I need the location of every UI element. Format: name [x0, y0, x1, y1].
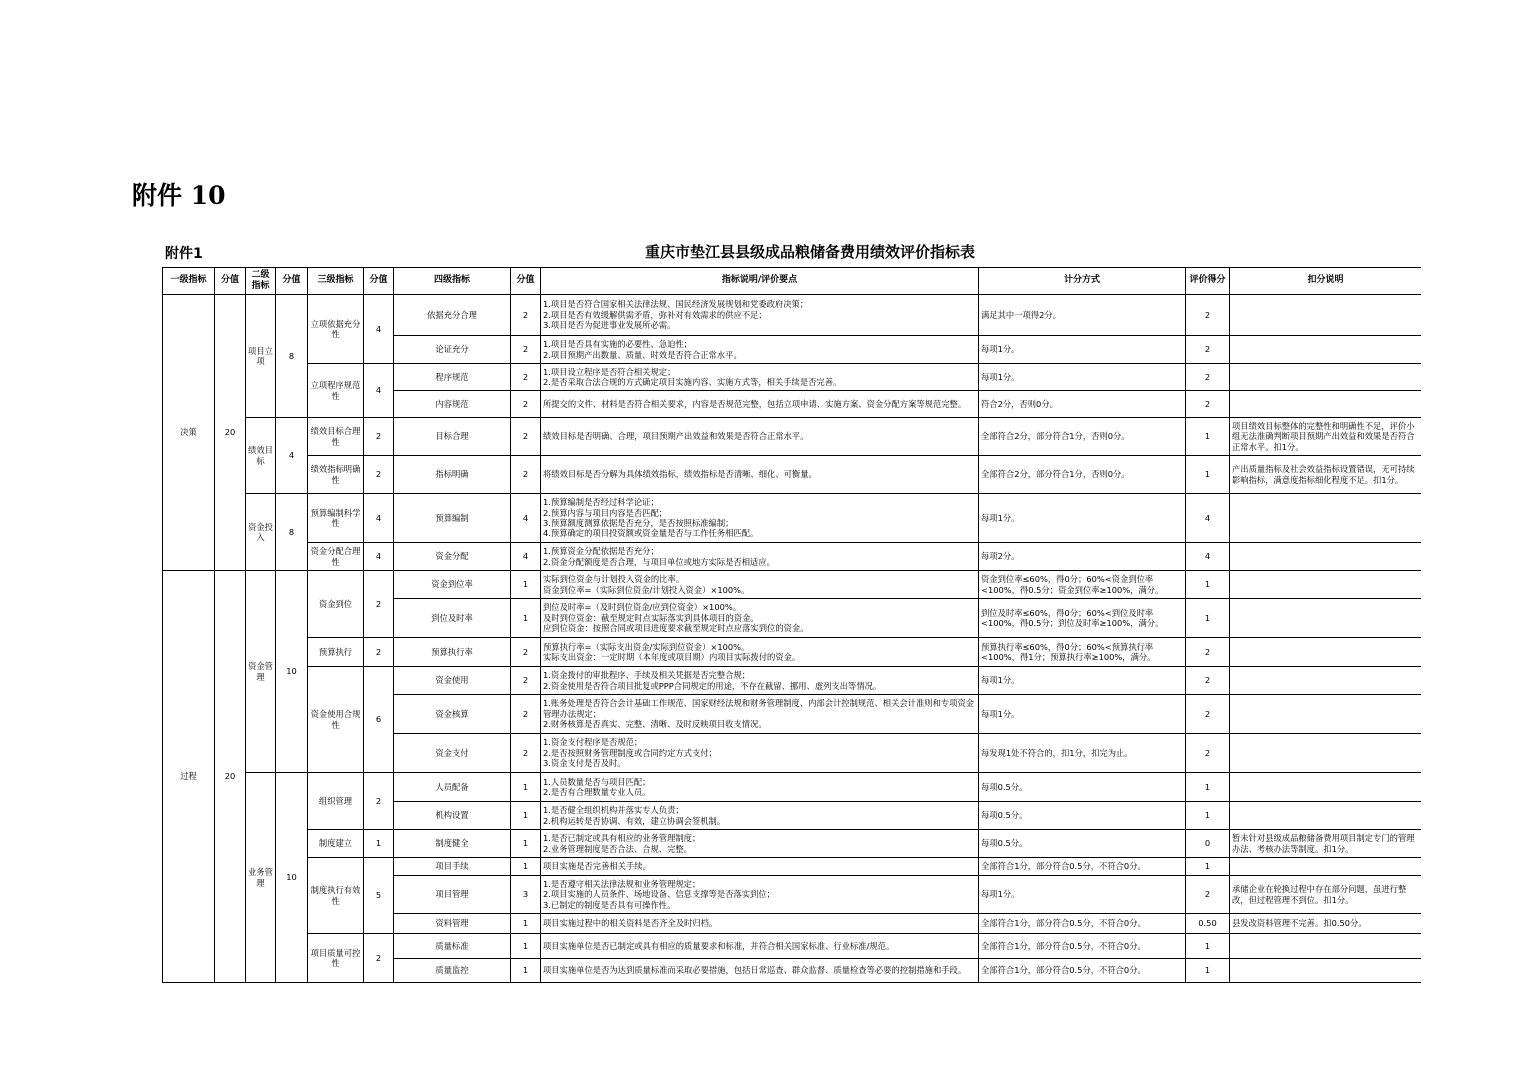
deduction-note-cell: 承储企业在轮换过程中存在部分问题，虽进行整改，但过程管理不到位。扣1分。 [1230, 876, 1422, 914]
level4-cell: 到位及时率 [394, 599, 511, 638]
level3-cell: 制度执行有效性 [308, 858, 364, 934]
level4-score-cell: 2 [511, 695, 541, 734]
level3-score-cell: 2 [364, 418, 394, 456]
evaluation-score-cell: 2 [1186, 667, 1230, 695]
deduction-note-cell: 暂未针对县级成品粮储备费用项目制定专门的管理办法、考核办法等制度。扣1分。 [1230, 830, 1422, 858]
level3-cell: 绩效目标合理性 [308, 418, 364, 456]
deduction-note-cell [1230, 959, 1422, 983]
deduction-note-cell [1230, 734, 1422, 773]
evaluation-score-cell: 1 [1186, 571, 1230, 599]
level4-cell: 资金分配 [394, 543, 511, 571]
level2-score-cell: 4 [276, 418, 308, 494]
scoring-method-cell: 每项1分。 [979, 494, 1186, 543]
level4-cell: 项目管理 [394, 876, 511, 914]
level3-cell: 立项程序规范性 [308, 364, 364, 418]
level4-score-cell: 2 [511, 295, 541, 336]
attachment-heading: 附件 10 [132, 181, 226, 210]
deduction-note-cell [1230, 336, 1422, 364]
deduction-note-cell: 产出质量指标及社会效益指标设置错误，无可持续影响指标，满意度指标细化程度不足。扣1分。 [1230, 456, 1422, 494]
table-row [163, 456, 1422, 494]
level2-cell: 项目立项 [246, 295, 276, 418]
level4-cell: 资金支付 [394, 734, 511, 773]
level3-score-cell: 1 [364, 830, 394, 858]
level4-cell: 内容规范 [394, 391, 511, 418]
deduction-note-cell: 项目绩效目标整体的完整性和明确性不足，评价小组无法准确判断项目预期产出效益和效果是否符合正常水平。扣1分。 [1230, 418, 1422, 456]
evaluation-score-cell: 2 [1186, 695, 1230, 734]
level4-score-cell: 1 [511, 934, 541, 959]
evaluation-score-cell: 2 [1186, 364, 1230, 391]
level1-score-cell: 20 [215, 295, 246, 571]
deduction-note-cell [1230, 858, 1422, 876]
scoring-method-cell: 每项1分。 [979, 667, 1186, 695]
level2-cell: 资金投入 [246, 494, 276, 571]
header-evaluation-score: 评价得分 [1186, 268, 1230, 295]
scoring-method-cell: 全部符合2分，部分符合1分，否则0分。 [979, 456, 1186, 494]
level3-cell: 资金分配合理性 [308, 543, 364, 571]
description-cell: 项目实施单位是否已制定或具有相应的质量要求和标准，并符合相关国家标准、行业标准/规范。 [541, 934, 979, 959]
table-row [163, 773, 1422, 802]
evaluation-score-cell: 2 [1186, 734, 1230, 773]
level4-cell: 质量标准 [394, 934, 511, 959]
sub-attachment-label: 附件1 [165, 246, 203, 262]
level4-score-cell: 2 [511, 336, 541, 364]
evaluation-score-cell: 4 [1186, 494, 1230, 543]
description-cell: 1.预算资金分配依据是否充分； 2.资金分配额度是否合理，与项目单位或地方实际是否相适应。 [541, 543, 979, 571]
evaluation-score-cell: 1 [1186, 858, 1230, 876]
evaluation-score-cell: 1 [1186, 456, 1230, 494]
evaluation-score-cell: 2 [1186, 876, 1230, 914]
level4-cell: 资金使用 [394, 667, 511, 695]
deduction-note-cell [1230, 391, 1422, 418]
deduction-note-cell [1230, 802, 1422, 830]
level4-score-cell: 2 [511, 734, 541, 773]
description-cell: 项目实施过程中的相关资料是否齐全及时归档。 [541, 914, 979, 934]
deduction-note-cell [1230, 638, 1422, 667]
scoring-method-cell: 每项1分。 [979, 364, 1186, 391]
table-row [163, 830, 1422, 858]
description-cell: 1.项目设立程序是否符合相关规定； 2.是否采取合法合规的方式确定项目实施内容、实施方式等，相关手续是否完善。 [541, 364, 979, 391]
scoring-method-cell: 每项2分。 [979, 543, 1186, 571]
description-cell: 1.是否遵守相关法律法规和业务管理规定； 2.项目实施的人员条件、场地设备、信息支撑等是否落实到位； 3.已制定的制度是否具有可操作性。 [541, 876, 979, 914]
description-cell: 预算执行率=（实际支出资金/实际到位资金）×100%。 实际支出资金：一定时期（本年度或项目期）内项目实际拨付的资金。 [541, 638, 979, 667]
indicator-table [162, 267, 1421, 983]
level2-score-cell: 10 [276, 773, 308, 983]
description-cell: 将绩效目标是否分解为具体绩效指标，绩效指标是否清晰、细化、可衡量。 [541, 456, 979, 494]
level4-score-cell: 1 [511, 599, 541, 638]
deduction-note-cell [1230, 773, 1422, 802]
scoring-method-cell: 资金到位率≤60%，得0分；60%<资金到位率<100%，得0.5分；资金到位率≥100%，满分。 [979, 571, 1186, 599]
level4-score-cell: 4 [511, 494, 541, 543]
level1-cell: 决策 [163, 295, 215, 571]
table-row [163, 638, 1422, 667]
table-row [163, 295, 1422, 336]
header-level4: 四级指标 [394, 268, 511, 295]
level2-score-cell: 10 [276, 571, 308, 773]
level4-score-cell: 2 [511, 391, 541, 418]
level4-score-cell: 2 [511, 364, 541, 391]
level3-score-cell: 2 [364, 638, 394, 667]
description-cell: 1.人员数量是否与项目匹配； 2.是否有合理数量专业人员。 [541, 773, 979, 802]
level4-cell: 资金到位率 [394, 571, 511, 599]
level4-cell: 项目手续 [394, 858, 511, 876]
evaluation-score-cell: 1 [1186, 959, 1230, 983]
description-cell: 实际到位资金与计划投入资金的比率。 资金到位率=（实际到位资金/计划投入资金）×100%。 [541, 571, 979, 599]
level4-score-cell: 2 [511, 418, 541, 456]
table-row [163, 494, 1422, 543]
scoring-method-cell: 全部符合1分，部分符合0.5分，不符合0分。 [979, 934, 1186, 959]
scoring-method-cell: 预算执行率≤60%，得0分；60%<预算执行率<100%，得1分；预算执行率≥100%，满分。 [979, 638, 1186, 667]
description-cell: 1.资金拨付的审批程序、手续及相关凭据是否完整合规； 2.资金使用是否符合项目批复或PPP合同规定的用途，不存在截留、挪用、虚列支出等情况。 [541, 667, 979, 695]
table-row [163, 571, 1422, 599]
level3-score-cell: 5 [364, 858, 394, 934]
level1-score-cell: 20 [215, 571, 246, 983]
evaluation-score-cell: 1 [1186, 773, 1230, 802]
evaluation-score-cell: 1 [1186, 418, 1230, 456]
level4-cell: 论证充分 [394, 336, 511, 364]
deduction-note-cell [1230, 599, 1422, 638]
header-score4: 分值 [511, 268, 541, 295]
document-title: 重庆市垫江县县级成品粮储备费用绩效评价指标表 [644, 243, 975, 261]
table-row [163, 364, 1422, 391]
level3-score-cell: 4 [364, 494, 394, 543]
scoring-method-cell: 到位及时率≤60%，得0分；60%<到位及时率<100%，得0.5分；到位及时率≥100%，满分。 [979, 599, 1186, 638]
level1-cell: 过程 [163, 571, 215, 983]
level4-score-cell: 2 [511, 667, 541, 695]
level4-cell: 预算编制 [394, 494, 511, 543]
scoring-method-cell: 每项1分。 [979, 695, 1186, 734]
evaluation-score-cell: 2 [1186, 391, 1230, 418]
level4-cell: 机构设置 [394, 802, 511, 830]
table-row [163, 543, 1422, 571]
description-cell: 1.是否健全组织机构并落实专人负责； 2.机构运转是否协调、有效，建立协调会签机制。 [541, 802, 979, 830]
evaluation-score-cell: 4 [1186, 543, 1230, 571]
level4-cell: 指标明确 [394, 456, 511, 494]
deduction-note-cell [1230, 695, 1422, 734]
description-cell: 项目实施单位是否为达到质量标准而采取必要措施，包括日常巡查、群众监督、质量检查等必要的控制措施和手段。 [541, 959, 979, 983]
level2-cell: 绩效目标 [246, 418, 276, 494]
level3-cell: 资金到位 [308, 571, 364, 638]
level4-cell: 质量监控 [394, 959, 511, 983]
level4-cell: 依据充分合理 [394, 295, 511, 336]
evaluation-score-cell: 1 [1186, 599, 1230, 638]
level3-cell: 项目质量可控性 [308, 934, 364, 983]
level4-score-cell: 4 [511, 543, 541, 571]
description-cell: 1.预算编制是否经过科学论证； 2.预算内容与项目内容是否匹配； 3.预算额度测算依据是否充分，是否按照标准编制； 4.预算确定的项目投资额或资金量是否与工作任务相匹配。 [541, 494, 979, 543]
level2-cell: 资金管理 [246, 571, 276, 773]
scoring-method-cell: 每项0.5分。 [979, 830, 1186, 858]
scoring-method-cell: 每项0.5分。 [979, 802, 1186, 830]
level4-score-cell: 2 [511, 638, 541, 667]
level3-score-cell: 2 [364, 456, 394, 494]
level3-score-cell: 4 [364, 543, 394, 571]
level3-cell: 立项依据充分性 [308, 295, 364, 364]
deduction-note-cell [1230, 364, 1422, 391]
table-row [163, 934, 1422, 959]
level3-score-cell: 4 [364, 364, 394, 418]
indicator-table-container [162, 267, 1421, 983]
level4-score-cell: 1 [511, 858, 541, 876]
description-cell: 到位及时率=（及时到位资金/应到位资金）×100%。 及时到位资金：截至规定时点实际落实到具体项目的资金。 应到位资金：按照合同或项目进度要求截至规定时点应落实到位的资金。 [541, 599, 979, 638]
table-row [163, 667, 1422, 695]
evaluation-score-cell: 2 [1186, 295, 1230, 336]
header-description: 指标说明/评价要点 [541, 268, 979, 295]
description-cell: 绩效目标是否明确、合理，项目预期产出效益和效果是否符合正常水平。 [541, 418, 979, 456]
scoring-method-cell: 全部符合1分，部分符合0.5分，不符合0分。 [979, 858, 1186, 876]
table-header-row [163, 268, 1422, 295]
level3-score-cell: 4 [364, 295, 394, 364]
description-cell: 所提交的文件、材料是否符合相关要求，内容是否规范完整，包括立项申请、实施方案、资金分配方案等规范完整。 [541, 391, 979, 418]
evaluation-score-cell: 2 [1186, 638, 1230, 667]
deduction-note-cell: 县发改资料管理不完善。扣0.50分。 [1230, 914, 1422, 934]
level4-cell: 人员配备 [394, 773, 511, 802]
description-cell: 1.项目是否具有实施的必要性、急迫性； 2.项目预期产出数量、质量、时效是否符合正常水平。 [541, 336, 979, 364]
scoring-method-cell: 全部符合1分，部分符合0.5分，不符合0分。 [979, 914, 1186, 934]
level2-score-cell: 8 [276, 494, 308, 571]
scoring-method-cell: 每项1分。 [979, 336, 1186, 364]
header-level1: 一级指标 [163, 268, 215, 295]
level3-cell: 预算执行 [308, 638, 364, 667]
scoring-method-cell: 全部符合2分，部分符合1分，否则0分。 [979, 418, 1186, 456]
level3-cell: 制度建立 [308, 830, 364, 858]
deduction-note-cell [1230, 571, 1422, 599]
scoring-method-cell: 满足其中一项得2分。 [979, 295, 1186, 336]
level3-cell: 预算编制科学性 [308, 494, 364, 543]
evaluation-score-cell: 2 [1186, 336, 1230, 364]
deduction-note-cell [1230, 295, 1422, 336]
deduction-note-cell [1230, 494, 1422, 543]
scoring-method-cell: 每发现1处不符合的，扣1分，扣完为止。 [979, 734, 1186, 773]
level4-cell: 程序规范 [394, 364, 511, 391]
table-row [163, 858, 1422, 876]
evaluation-score-cell: 0.50 [1186, 914, 1230, 934]
level3-cell: 绩效指标明确性 [308, 456, 364, 494]
level4-score-cell: 1 [511, 773, 541, 802]
level3-cell: 资金使用合规性 [308, 667, 364, 773]
level3-score-cell: 2 [364, 934, 394, 983]
evaluation-score-cell: 1 [1186, 934, 1230, 959]
header-level2: 二级指标 [246, 268, 276, 295]
level4-score-cell: 1 [511, 959, 541, 983]
description-cell: 1.资金支付程序是否规范； 2.是否按照财务管理制度或合同约定方式支付； 3.资金支付是否及时。 [541, 734, 979, 773]
level4-cell: 资金核算 [394, 695, 511, 734]
level2-score-cell: 8 [276, 295, 308, 418]
description-cell: 1.账务处理是否符合会计基础工作规范、国家财经法规和财务管理制度、内部会计控制规范、相关会计准则和专项资金管理办法规定； 2.财务核算是否真实、完整、清晰、及时反映项目收支情况。 [541, 695, 979, 734]
level3-score-cell: 6 [364, 667, 394, 773]
evaluation-score-cell: 0 [1186, 830, 1230, 858]
level4-cell: 预算执行率 [394, 638, 511, 667]
evaluation-score-cell: 1 [1186, 802, 1230, 830]
scoring-method-cell: 符合2分，否则0分。 [979, 391, 1186, 418]
level4-score-cell: 3 [511, 876, 541, 914]
table-row [163, 418, 1422, 456]
deduction-note-cell [1230, 934, 1422, 959]
level4-cell: 目标合理 [394, 418, 511, 456]
scoring-method-cell: 每项1分。 [979, 876, 1186, 914]
header-level3: 三级指标 [308, 268, 364, 295]
header-scoring-method: 计分方式 [979, 268, 1186, 295]
level4-score-cell: 1 [511, 802, 541, 830]
level3-cell: 组织管理 [308, 773, 364, 830]
deduction-note-cell [1230, 667, 1422, 695]
level4-score-cell: 1 [511, 571, 541, 599]
level3-score-cell: 2 [364, 571, 394, 638]
header-score3: 分值 [364, 268, 394, 295]
deduction-note-cell [1230, 543, 1422, 571]
header-deduction-note: 扣分说明 [1230, 268, 1422, 295]
level4-cell: 制度健全 [394, 830, 511, 858]
level4-score-cell: 1 [511, 830, 541, 858]
header-score1: 分值 [215, 268, 246, 295]
description-cell: 1.项目是否符合国家相关法律法规、国民经济发展规划和党委政府决策； 2.项目是否有效缓解供需矛盾，弥补对有效需求的供应不足； 3.项目是否为促进事业发展所必需。 [541, 295, 979, 336]
scoring-method-cell: 全部符合1分，部分符合0.5分，不符合0分。 [979, 959, 1186, 983]
level4-cell: 资料管理 [394, 914, 511, 934]
description-cell: 1.是否已制定或具有相应的业务管理制度； 2.业务管理制度是否合法、合规、完整。 [541, 830, 979, 858]
description-cell: 项目实施是否完善相关手续。 [541, 858, 979, 876]
level4-score-cell: 1 [511, 914, 541, 934]
header-score2: 分值 [276, 268, 308, 295]
level4-score-cell: 2 [511, 456, 541, 494]
scoring-method-cell: 每项0.5分。 [979, 773, 1186, 802]
level2-cell: 业务管理 [246, 773, 276, 983]
level3-score-cell: 2 [364, 773, 394, 830]
